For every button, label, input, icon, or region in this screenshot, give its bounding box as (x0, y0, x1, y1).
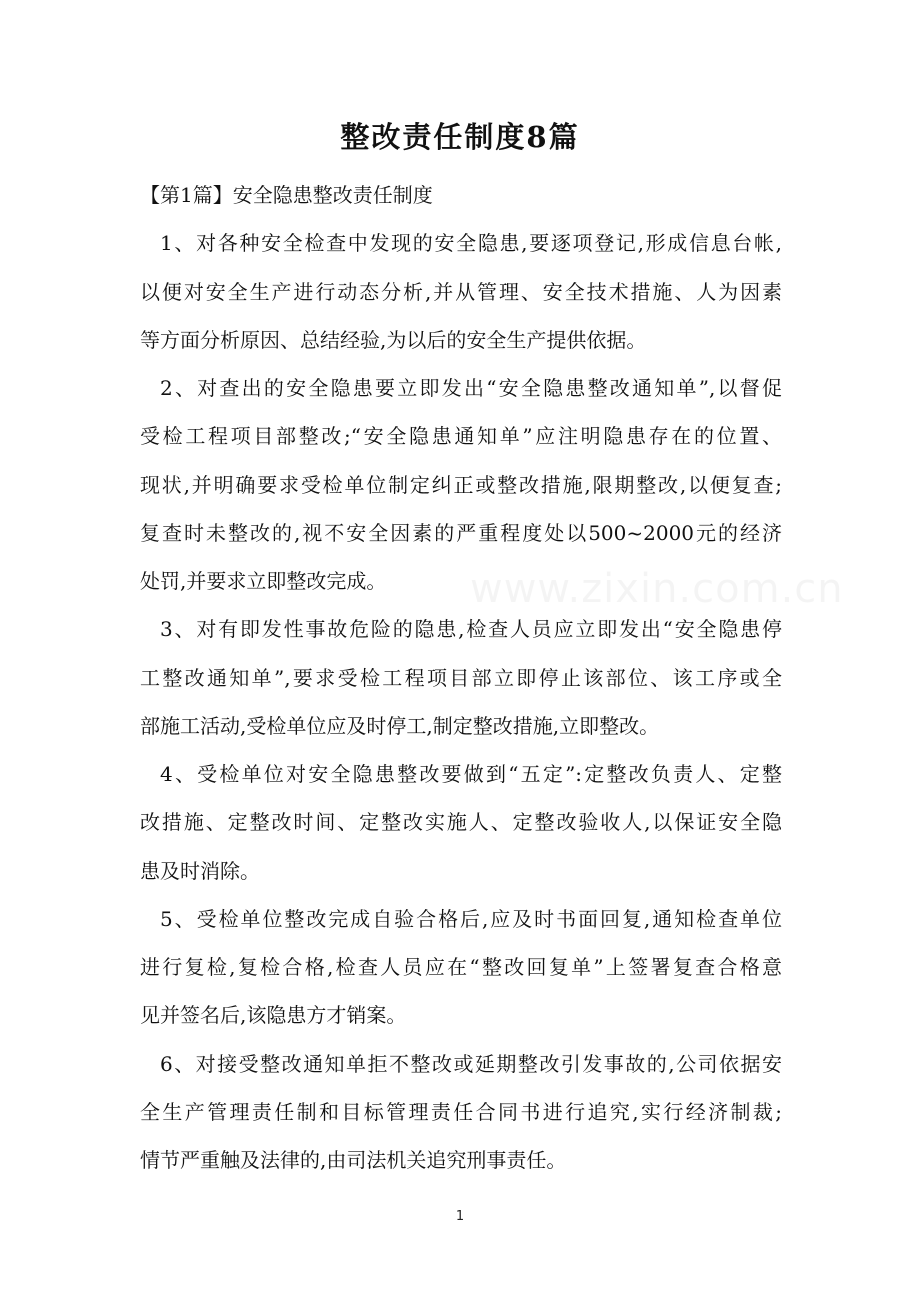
text-line: 等方面分析原因、总结经验,为以后的安全生产提供依据。 (140, 327, 647, 352)
document-body (140, 171, 800, 1184)
page-title: 整改责任制度8篇 (340, 120, 580, 154)
text-line: 全生产管理责任制和目标管理责任合同书进行追究,实行经济制裁; (140, 1099, 782, 1124)
text-line: 工整改通知单”,要求受检工程项目部立即停止该部位、该工序或全 (140, 665, 782, 690)
text-line: 部施工活动,受检单位应及时停工,制定整改措施,立即整改。 (140, 713, 660, 738)
paragraph-2 (140, 364, 800, 605)
paragraph-1 (140, 219, 800, 364)
paragraph-3 (140, 605, 800, 750)
paragraph-5 (140, 895, 800, 1040)
section-heading: 【第1篇】安全隐患整改责任制度 (140, 183, 433, 207)
text-line: 复查时未整改的,视不安全因素的严重程度处以500~2000元的经济 (140, 520, 782, 545)
text-line: 情节严重触及法律的,由司法机关追究刑事责任。 (140, 1148, 567, 1172)
paragraph-4 (140, 750, 800, 895)
text-line: 5、受检单位整改完成自验合格后,应及时书面回复,通知检查单位 (160, 906, 782, 931)
text-line: 受检工程项目部整改;“安全隐患通知单”应注明隐患存在的位置、 (140, 424, 782, 449)
text-line: 2、对查出的安全隐患要立即发出“安全隐患整改通知单”,以督促 (160, 376, 782, 400)
text-line: 1、对各种安全检查中发现的安全隐患,要逐项登记,形成信息台帐, (160, 231, 782, 256)
text-line: 6、对接受整改通知单拒不整改或延期整改引发事故的,公司依据安 (160, 1051, 782, 1076)
page-number: 1 (455, 1209, 465, 1224)
text-line: 现状,并明确要求受检单位制定纠正或整改措施,限期整改,以便复查; (140, 472, 782, 497)
paragraph-6 (140, 1040, 800, 1185)
text-line: 改措施、定整改时间、定整改实施人、定整改验收人,以保证安全隐 (140, 810, 782, 835)
text-line: 患及时消除。 (140, 858, 260, 883)
text-line: 以便对安全生产进行动态分析,并从管理、安全技术措施、人为因素 (140, 279, 782, 304)
text-line: 进行复检,复检合格,检查人员应在“整改回复单”上签署复查合格意 (140, 955, 782, 979)
text-line: 3、对有即发性事故危险的隐患,检查人员应立即发出“安全隐患停 (160, 617, 782, 642)
text-line: 4、受检单位对安全隐患整改要做到“五定”:定整改负责人、定整 (160, 762, 782, 786)
text-line: 处罚,并要求立即整改完成。 (140, 569, 387, 593)
text-line: 见并签名后,该隐患方才销案。 (140, 1003, 407, 1028)
